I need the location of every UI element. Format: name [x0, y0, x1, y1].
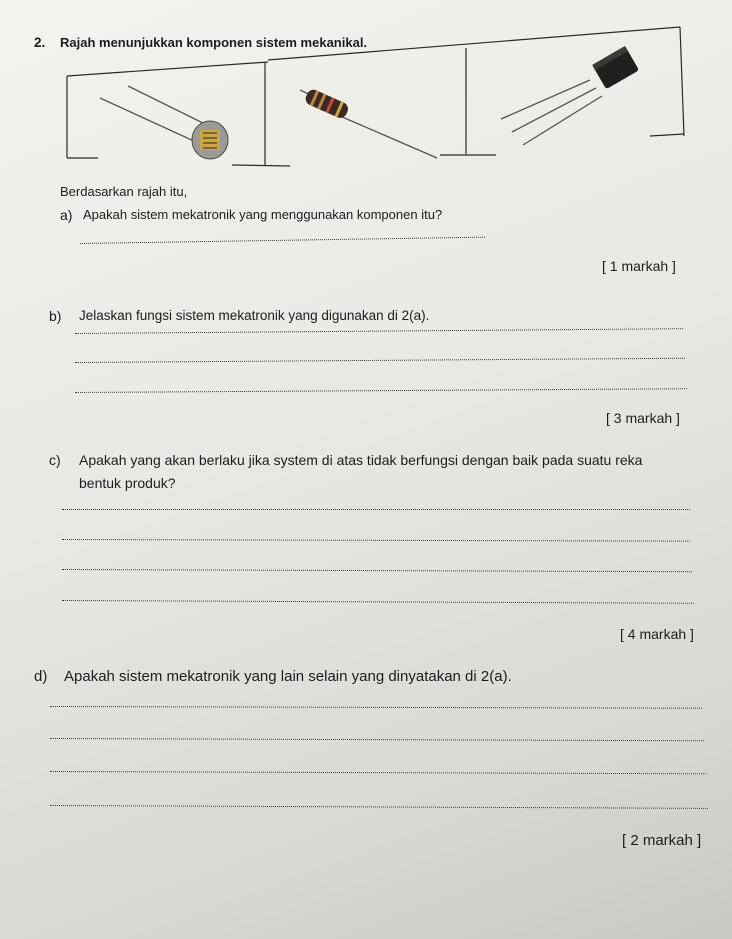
transistor-component: [501, 46, 639, 145]
resistor-component: [300, 88, 437, 158]
answer-line-c-3[interactable]: [62, 569, 692, 572]
part-d-label: d): [34, 668, 48, 685]
answer-line-d-4[interactable]: [50, 805, 708, 809]
answer-line-c-4[interactable]: [62, 600, 694, 604]
question-intro: Rajah menunjukkan komponen sistem mekanikal.: [60, 35, 368, 50]
ldr-component: [100, 86, 228, 159]
part-b-label: b): [49, 308, 62, 324]
answer-line-b-2[interactable]: [75, 358, 685, 363]
answer-line-b-1[interactable]: [75, 328, 683, 334]
part-c-question-line1: Apakah yang akan berlaku jika system di atas tidak berfungsi dengan baik pada suatu reka: [79, 452, 643, 468]
answer-line-c-1[interactable]: [62, 509, 690, 510]
part-d-question: Apakah sistem mekatronik yang lain selain yang dinyatakan di 2(a).: [64, 668, 512, 685]
part-c-question-line2: bentuk produk?: [79, 475, 176, 491]
question-number: 2.: [34, 35, 46, 50]
lead-in: Berdasarkan rajah itu,: [60, 184, 188, 199]
answer-line-a[interactable]: [80, 237, 485, 244]
answer-line-b-3[interactable]: [75, 388, 687, 393]
part-a-question: Apakah sistem mekatronik yang menggunakan komponen itu?: [83, 207, 443, 222]
answer-line-d-1[interactable]: [50, 706, 702, 709]
part-b-question: Jelaskan fungsi sistem mekatronik yang digunakan di 2(a).: [79, 308, 430, 323]
part-b-marks: [ 3 markah ]: [606, 410, 680, 426]
answer-line-d-2[interactable]: [50, 738, 704, 741]
part-a-marks: [ 1 markah ]: [602, 258, 676, 274]
components-figure: [0, 0, 732, 200]
part-a-label: a): [60, 207, 73, 223]
part-c-marks: [ 4 markah ]: [620, 626, 694, 642]
part-c-label: c): [49, 452, 61, 468]
answer-line-c-2[interactable]: [62, 539, 690, 542]
answer-line-d-3[interactable]: [50, 771, 706, 774]
part-d-marks: [ 2 markah ]: [622, 832, 702, 849]
